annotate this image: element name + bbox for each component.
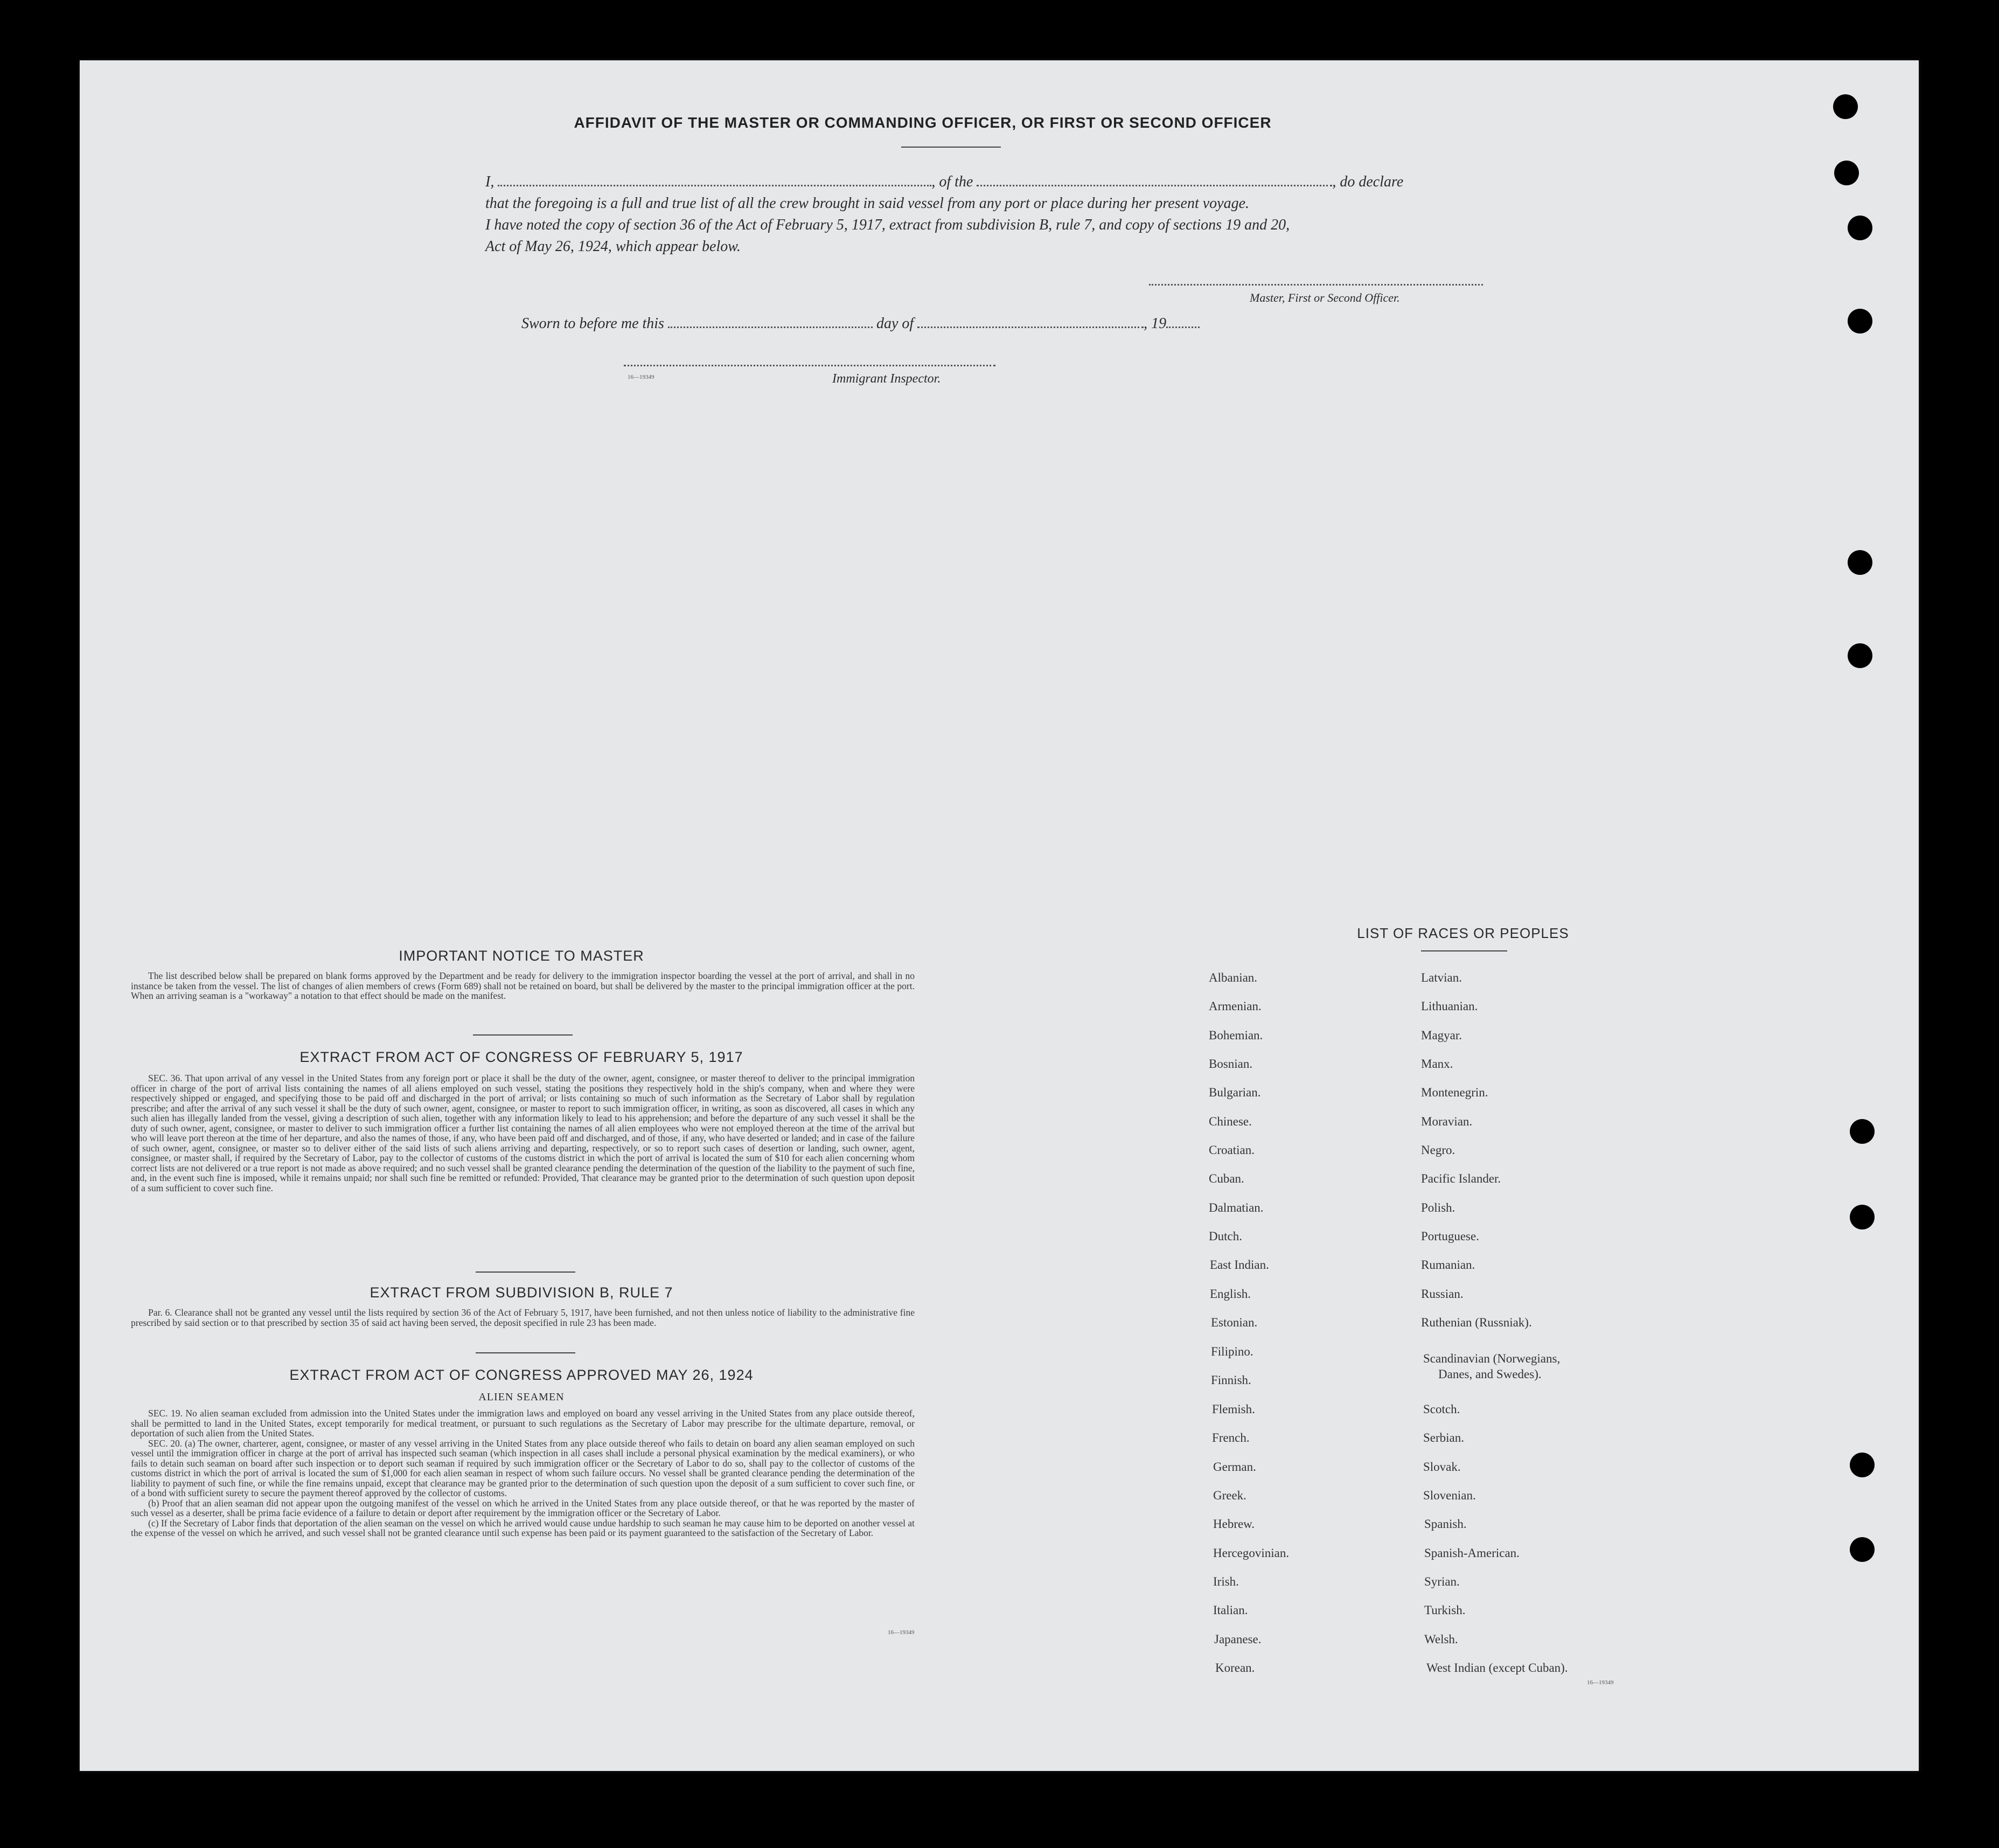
race-item: Armenian. — [1209, 999, 1262, 1013]
day-of-label: day of — [876, 315, 914, 332]
section-20c-paragraph: (c) If the Secretary of Labor finds that deportation of the alien seaman on the vessel on which he arrived would cause undue hardship to such seaman he may cause him to be deported on another vessel at the expense of the vessel on which he arrived, and such vessel shall not be granted clearance until such expense has been paid or its payment guaranteed to the satisfaction of the Secretary of Labor. — [131, 1517, 915, 1538]
race-item: West Indian (except Cuban). — [1426, 1661, 1568, 1675]
race-item: Korean. — [1215, 1661, 1255, 1675]
section-20a-paragraph: SEC. 20. (a) The owner, charterer, agent, consignee, or master of any vessel arriving in the United States from any place outside thereof who fails to detain on board any alien seaman employed on such vessel until the immigration officer in charge at the port of arrival has inspected such seaman (which inspection in all cases shall include a personal physical examination by the medical examiners), or who fails to detain such seaman on board after such inspection or to deport such seaman if required by such immigration officer or the Secretary of Labor to do so, shall pay to the collector of customs of the customs district in which the port of arrival is located the sum of $1,000 for each alien seaman in respect of whom such failure occurs. No vessel shall be granted clearance pending the determination of the liability to payment of such fine, or while the fine remains unpaid, except that clearance may be granted prior to the determination of such question upon the deposit of a sum sufficient to cover such fine, or of a bond with sufficient surety to secure the payment thereof approved by the collector of customs. — [131, 1437, 915, 1498]
section-19-paragraph: SEC. 19. No alien seaman excluded from admission into the United States under the immigration laws and employed on board any vessel arriving in the United States from any place outside thereof, shall be permitted to land in the United States, except temporarily for medical treatment, or pursuant to such regulations as the Secretary of Labor may prescribe for the ultimate departure, removal, or deportation of such alien from the United States. — [131, 1408, 915, 1439]
alien-seamen-subtitle: ALIEN SEAMEN — [478, 1391, 565, 1403]
sworn-day-field[interactable] — [668, 326, 873, 328]
race-item: Ruthenian (Russniak). — [1421, 1316, 1532, 1329]
race-item: Dalmatian. — [1209, 1201, 1264, 1214]
declaration-line-3: I have noted the copy of section 36 of the Act of February 5, 1917, extract from subdivision B, rule 7, and copy of sections 19 and 20, — [485, 217, 1290, 233]
race-item: Hebrew. — [1213, 1517, 1255, 1531]
section-20b-paragraph: (b) Proof that an alien seaman did not appear upon the outgoing manifest of the vessel on which he arrived in the United States from any place outside thereof, or that he was reported by the master of such vessel as a deserter, shall be prima facie evidence of a failure to detain or deport after requirement by the immigration officer or the Secretary of Labor. — [131, 1497, 915, 1518]
extract-1924-title: EXTRACT FROM ACT OF CONGRESS APPROVED MAY 26, 1924 — [289, 1367, 754, 1383]
race-item: German. — [1213, 1460, 1256, 1474]
race-item: French. — [1212, 1431, 1250, 1444]
race-item: Spanish. — [1424, 1517, 1467, 1531]
race-item: Portuguese. — [1421, 1229, 1479, 1243]
race-item: Bulgarian. — [1209, 1086, 1261, 1099]
punch-hole — [1850, 1537, 1875, 1562]
race-item: Dutch. — [1209, 1229, 1242, 1243]
notice-paragraph: The list described below shall be prepared on blank forms approved by the Department and be ready for delivery to the immigration inspector boarding the vessel at the port of arrival, and shall in no instance be taken from the vessel. The list of changes of alien members of crews (Form 689) shall not be retained on board, but shall be delivered by the master to the principal immigration officer at the port. When an arriving seaman is a "workaway" a notation to that effect should be made on the manifest. — [131, 970, 915, 1001]
year-label: , 19 — [1144, 315, 1167, 332]
race-item: Polish. — [1421, 1201, 1455, 1214]
section-divider — [473, 1034, 573, 1036]
punch-hole — [1850, 1205, 1875, 1229]
section-divider — [476, 1352, 575, 1353]
extract-rule7-text — [131, 1308, 915, 1328]
race-item: Finnish. — [1211, 1373, 1251, 1387]
punch-hole — [1848, 643, 1872, 668]
race-item: Estonian. — [1211, 1316, 1258, 1329]
declaration-label-of-the: , of the — [931, 173, 973, 190]
punch-hole — [1834, 161, 1859, 185]
extract-rule7-title: EXTRACT FROM SUBDIVISION B, RULE 7 — [370, 1284, 673, 1301]
punch-hole — [1850, 1453, 1875, 1477]
declaration-line-1 — [485, 173, 1403, 191]
race-item: Manx. — [1421, 1057, 1453, 1071]
race-item: Syrian. — [1424, 1575, 1460, 1588]
race-item: Flemish. — [1212, 1402, 1255, 1416]
name-field[interactable] — [498, 185, 931, 186]
notice-text — [131, 971, 915, 1001]
race-item: Rumanian. — [1421, 1258, 1475, 1272]
declaration-label-declare: , do declare — [1332, 173, 1404, 190]
rule7-paragraph: Par. 6. Clearance shall not be granted any vessel until the lists required by section 36 of the Act of February 5, 1917, have been furnished, and not then unless notice of liability to the administrative fine prescribed by said section or to that prescribed by section 35 of said act having been served, the deposit specified in rule 23 has been made. — [131, 1307, 915, 1328]
sworn-label: Sworn to before me this — [521, 315, 664, 332]
race-item: Filipino. — [1211, 1345, 1253, 1358]
race-item: Montenegrin. — [1421, 1086, 1488, 1099]
race-item: Cuban. — [1209, 1172, 1244, 1185]
form-code: 16—19349 — [1587, 1679, 1614, 1686]
race-item: Serbian. — [1423, 1431, 1465, 1444]
signature-label: Master, First or Second Officer. — [1250, 291, 1400, 304]
race-item: Latvian. — [1421, 971, 1462, 984]
extract-1924-text — [131, 1408, 915, 1538]
race-item: East Indian. — [1210, 1258, 1269, 1272]
race-item: Italian. — [1213, 1603, 1248, 1617]
vessel-field[interactable] — [977, 185, 1332, 186]
sworn-month-field[interactable] — [917, 326, 1144, 328]
race-item: Russian. — [1421, 1287, 1464, 1301]
race-item: Croatian. — [1209, 1143, 1255, 1157]
race-item: Moravian. — [1421, 1115, 1473, 1128]
declaration-line-4: Act of May 26, 1924, which appear below. — [485, 238, 741, 255]
declaration-label-i: I, — [485, 173, 494, 190]
document-sheet — [80, 60, 1919, 1771]
inspector-signature-field[interactable] — [624, 365, 995, 366]
race-item: Spanish-American. — [1424, 1546, 1520, 1560]
form-code: 16—19349 — [628, 374, 654, 380]
race-item: Chinese. — [1209, 1115, 1252, 1128]
races-title: LIST OF RACES OR PEOPLES — [1357, 925, 1569, 941]
declaration-line-2: that the foregoing is a full and true list of all the crew brought in said vessel from any port or place during her present voyage. — [485, 195, 1250, 212]
race-item: Welsh. — [1424, 1632, 1458, 1646]
punch-hole — [1850, 1119, 1875, 1144]
race-item: Lithuanian. — [1421, 999, 1478, 1013]
race-item: Greek. — [1213, 1489, 1246, 1502]
punch-hole — [1848, 550, 1872, 575]
sworn-year-field[interactable] — [1166, 326, 1200, 328]
race-item: Irish. — [1213, 1575, 1239, 1588]
punch-hole — [1848, 309, 1872, 334]
inspector-label: Immigrant Inspector. — [832, 372, 941, 386]
race-item: Danes, and Swedes). — [1438, 1367, 1542, 1381]
race-item: Japanese. — [1214, 1632, 1262, 1646]
race-item: Turkish. — [1424, 1603, 1466, 1617]
races-divider — [1421, 950, 1507, 951]
race-item: Bosnian. — [1209, 1057, 1253, 1071]
race-item: Pacific Islander. — [1421, 1172, 1501, 1185]
form-code: 16—19349 — [888, 1629, 915, 1636]
title-divider — [901, 147, 1001, 148]
race-item: Slovak. — [1423, 1460, 1461, 1474]
race-item: Hercegovinian. — [1213, 1546, 1290, 1560]
race-item: Magyar. — [1421, 1029, 1462, 1042]
race-item: Scotch. — [1423, 1402, 1460, 1416]
extract-1917-title: EXTRACT FROM ACT OF CONGRESS OF FEBRUARY 5, 1917 — [299, 1049, 743, 1065]
race-item: English. — [1210, 1287, 1251, 1301]
race-item: Bohemian. — [1209, 1029, 1263, 1042]
punch-hole — [1833, 94, 1858, 119]
section-36-paragraph: SEC. 36. That upon arrival of any vessel in the United States from any foreign port or place it shall be the duty of the owner, agent, consignee, or master thereof to deliver to the principal immigration officer in charge of the port of arrival lists containing the names of all aliens employed on such vessel, stating the positions they respectively hold in the ship's company, when and where they were respectively shipped or engaged, and specifying those to be paid off and discharged in the port of arrival; or lists containing so much of such information as the Secretary of Labor shall by regulation prescribe; and after the arrival of any such vessel it shall be the duty of such owner, agent, consignee, or master to report to such immigration officer, in writing, as soon as discovered, all cases in which any such alien has illegally landed from the vessel, giving a description of such alien, together with any information likely to lead to his apprehension; and before the departure of any such vessel it shall be the duty of such owner, agent, consignee, or master to deliver to such immigration officer a further list containing the names of all alien employees who were not employed thereon at the time of the arrival but who will leave port thereon at the time of her departure, and also the names of those, if any, who have been paid off and discharged, and of those, if any, who have deserted or landed; and in case of the failure of such owner, agent, consignee, or master so to deliver either of the said lists of such aliens arriving and departing, respectively, or so to report such cases of desertion or landing, such owner, agent, consignee, or master shall, if required by the Secretary of Labor, pay to the collector of customs of the customs district in which the port of arrival is located the sum of $10 for each alien concerning whom correct lists are not delivered or a true report is not made as above required; and no such vessel shall be granted clearance pending the determination of the question of the liability to the payment of such fine, and, in the event such fine is imposed, while it remains unpaid; nor shall such fine be remitted or refunded: Provided, That clearance may be granted prior to the determination of such question upon deposit of a sum sufficient to cover such fine. — [131, 1073, 915, 1193]
notice-title: IMPORTANT NOTICE TO MASTER — [399, 948, 644, 964]
punch-hole — [1848, 216, 1872, 240]
affidavit-title: AFFIDAVIT OF THE MASTER OR COMMANDING OFFICER, OR FIRST OR SECOND OFFICER — [574, 114, 1272, 131]
race-item: Negro. — [1421, 1143, 1455, 1157]
sworn-line — [521, 315, 1200, 332]
section-divider — [476, 1272, 575, 1273]
extract-1917-text — [131, 1073, 915, 1193]
race-item: Scandinavian (Norwegians, — [1423, 1352, 1561, 1365]
race-item: Albanian. — [1209, 971, 1258, 984]
signature-field[interactable] — [1149, 284, 1483, 286]
race-item: Slovenian. — [1423, 1489, 1476, 1502]
